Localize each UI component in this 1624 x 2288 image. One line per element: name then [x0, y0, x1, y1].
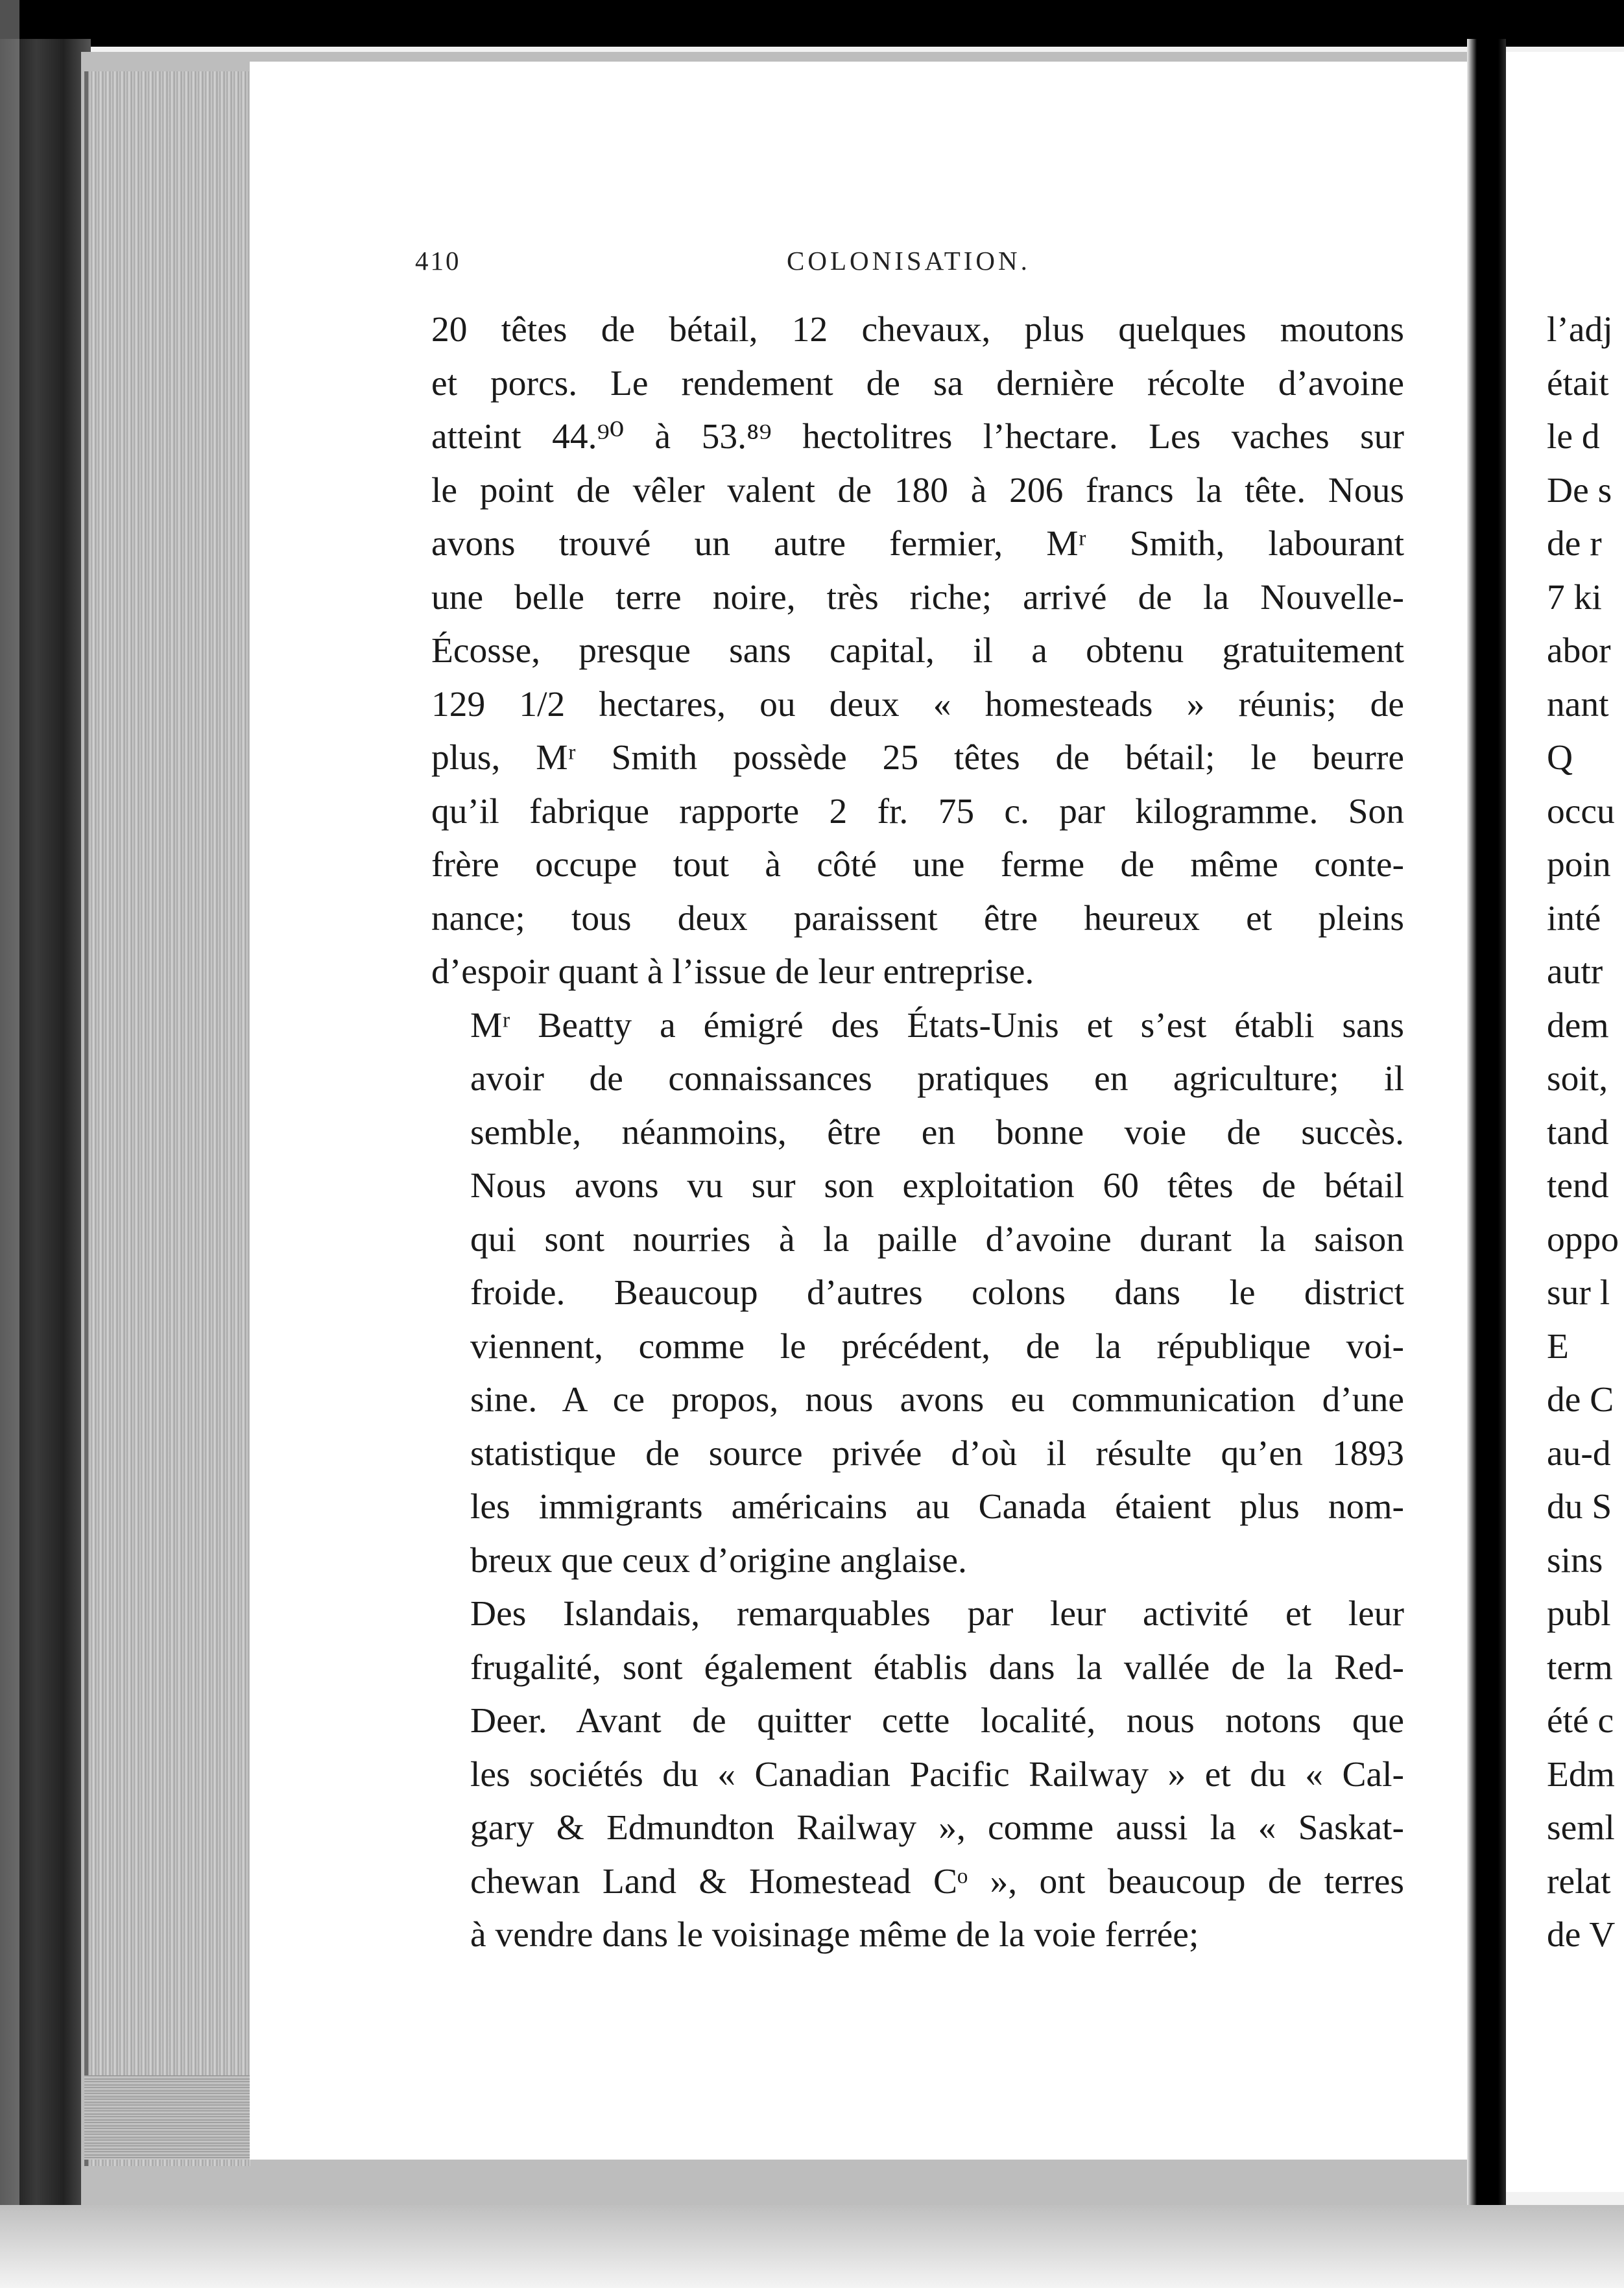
- right-page-fragment: occu: [1547, 791, 1615, 831]
- text-line: d’espoir quant à l’issue de leur entreprise.: [431, 952, 1034, 992]
- running-title: COLONISATION.: [787, 246, 1031, 276]
- book-gutter: [1467, 39, 1506, 2205]
- right-page-fragment: E: [1547, 1326, 1569, 1366]
- text-line: les immigrants américains au Canada étaient plus nom-: [470, 1487, 1404, 1527]
- text-line: 20 têtes de bétail, 12 chevaux, plus quelques moutons: [431, 310, 1404, 350]
- right-page-fragment: De s: [1547, 470, 1612, 510]
- right-page-fragment: oppo: [1547, 1219, 1619, 1259]
- text-line: breux que ceux d’origine anglaise.: [470, 1540, 967, 1580]
- right-page-fragment: nant: [1547, 684, 1609, 724]
- text-line: 129 1/2 hectares, ou deux « homesteads » réunis; de: [431, 684, 1404, 724]
- text-line: frugalité, sont également établis dans la vallée de la Red-: [470, 1647, 1404, 1687]
- right-page-fragment: Edm: [1547, 1754, 1615, 1794]
- right-page-fragment: relat: [1547, 1861, 1611, 1901]
- text-line: avoir de connaissances pratiques en agriculture; il: [470, 1059, 1404, 1099]
- paragraph: [431, 1588, 1404, 1962]
- text-line: une belle terre noire, très riche; arrivé de la Nouvelle-: [431, 577, 1404, 617]
- right-page-fragment: du S: [1547, 1487, 1612, 1527]
- text-line: atteint 44.⁹⁰ à 53.⁸⁹ hectolitres l’hectare. Les vaches sur: [431, 417, 1404, 457]
- text-line: Nous avons vu sur son exploitation 60 têtes de bétail: [470, 1166, 1404, 1206]
- right-page-fragment: dem: [1547, 1005, 1609, 1045]
- page-body-text: [431, 304, 1404, 1962]
- text-line: statistique de source privée d’où il résulte qu’en 1893: [470, 1433, 1404, 1473]
- right-page-fragment: soit,: [1547, 1059, 1608, 1099]
- paragraph: [431, 304, 1404, 999]
- page-stack-left: [84, 71, 250, 2166]
- right-page-fragment: était: [1547, 363, 1609, 403]
- scan-top-border: [0, 0, 1624, 47]
- text-line: qui sont nourries à la paille d’avoine durant la saison: [470, 1219, 1404, 1259]
- right-page-fragment: abor: [1547, 631, 1611, 671]
- text-line: sine. A ce propos, nous avons eu communication d’une: [470, 1380, 1404, 1420]
- right-page-fragment: été c: [1547, 1701, 1614, 1741]
- text-line: Écosse, presque sans capital, il a obtenu gratuitement: [431, 631, 1404, 671]
- right-page-fragment: term: [1547, 1647, 1613, 1687]
- text-line: frère occupe tout à côté une ferme de même conte-: [431, 845, 1404, 885]
- right-page-fragment: poin: [1547, 845, 1611, 885]
- right-page-fragment: tand: [1547, 1112, 1609, 1152]
- text-line: les sociétés du « Canadian Pacific Railway » et du « Cal-: [470, 1754, 1404, 1794]
- right-page-fragment: seml: [1547, 1808, 1615, 1848]
- text-line: Deer. Avant de quitter cette localité, nous notons que: [470, 1701, 1404, 1741]
- right-page-fragment: autr: [1547, 952, 1603, 992]
- text-line: Des Islandais, remarquables par leur activité et leur: [470, 1594, 1404, 1634]
- text-line: Mʳ Beatty a émigré des États-Unis et s’est établi sans: [470, 1005, 1404, 1045]
- text-line: à vendre dans le voisinage même de la voie ferrée;: [470, 1915, 1199, 1955]
- page-number: 410: [415, 246, 461, 276]
- scan-bottom-border: [0, 2205, 1624, 2288]
- text-line: gary & Edmundton Railway », comme aussi la « Saskat-: [470, 1808, 1404, 1848]
- right-page-fragment: de C: [1547, 1380, 1614, 1420]
- scan-left-margin: [0, 0, 19, 2288]
- right-page-fragment: publ: [1547, 1594, 1611, 1634]
- text-line: le point de vêler valent de 180 à 206 francs la tête. Nous: [431, 470, 1404, 510]
- right-page-fragment: au-d: [1547, 1433, 1611, 1473]
- text-line: nance; tous deux paraissent être heureux et pleins: [431, 898, 1404, 938]
- right-page-fragment: 7 ki: [1547, 577, 1602, 617]
- running-header: [415, 245, 1414, 284]
- right-page-fragment: inté: [1547, 898, 1601, 938]
- right-page-fragment: sur l: [1547, 1273, 1610, 1313]
- right-page-fragment: l’adj: [1547, 310, 1613, 350]
- text-line: qu’il fabrique rapporte 2 fr. 75 c. par kilogramme. Son: [431, 791, 1404, 831]
- text-line: chewan Land & Homestead Cᵒ », ont beaucoup de terres: [470, 1861, 1404, 1901]
- right-page-fragment: de V: [1547, 1915, 1616, 1955]
- text-line: et porcs. Le rendement de sa dernière récolte d’avoine: [431, 363, 1404, 403]
- right-page-fragment: tend: [1547, 1166, 1609, 1206]
- right-page-fragment: Q: [1547, 738, 1573, 778]
- text-line: froide. Beaucoup d’autres colons dans le district: [470, 1273, 1404, 1313]
- right-page-fragment: le d: [1547, 417, 1600, 457]
- paragraph: [431, 999, 1404, 1588]
- right-page-text-fragments: [1547, 304, 1624, 1962]
- text-line: avons trouvé un autre fermier, Mʳ Smith, labourant: [431, 524, 1404, 564]
- right-page-fragment: de r: [1547, 524, 1602, 564]
- right-page-fragment: sins: [1547, 1540, 1603, 1580]
- text-line: plus, Mʳ Smith possède 25 têtes de bétail; le beurre: [431, 738, 1404, 778]
- text-line: semble, néanmoins, être en bonne voie de succès.: [470, 1112, 1404, 1152]
- text-line: viennent, comme le précédent, de la république voi-: [470, 1326, 1404, 1366]
